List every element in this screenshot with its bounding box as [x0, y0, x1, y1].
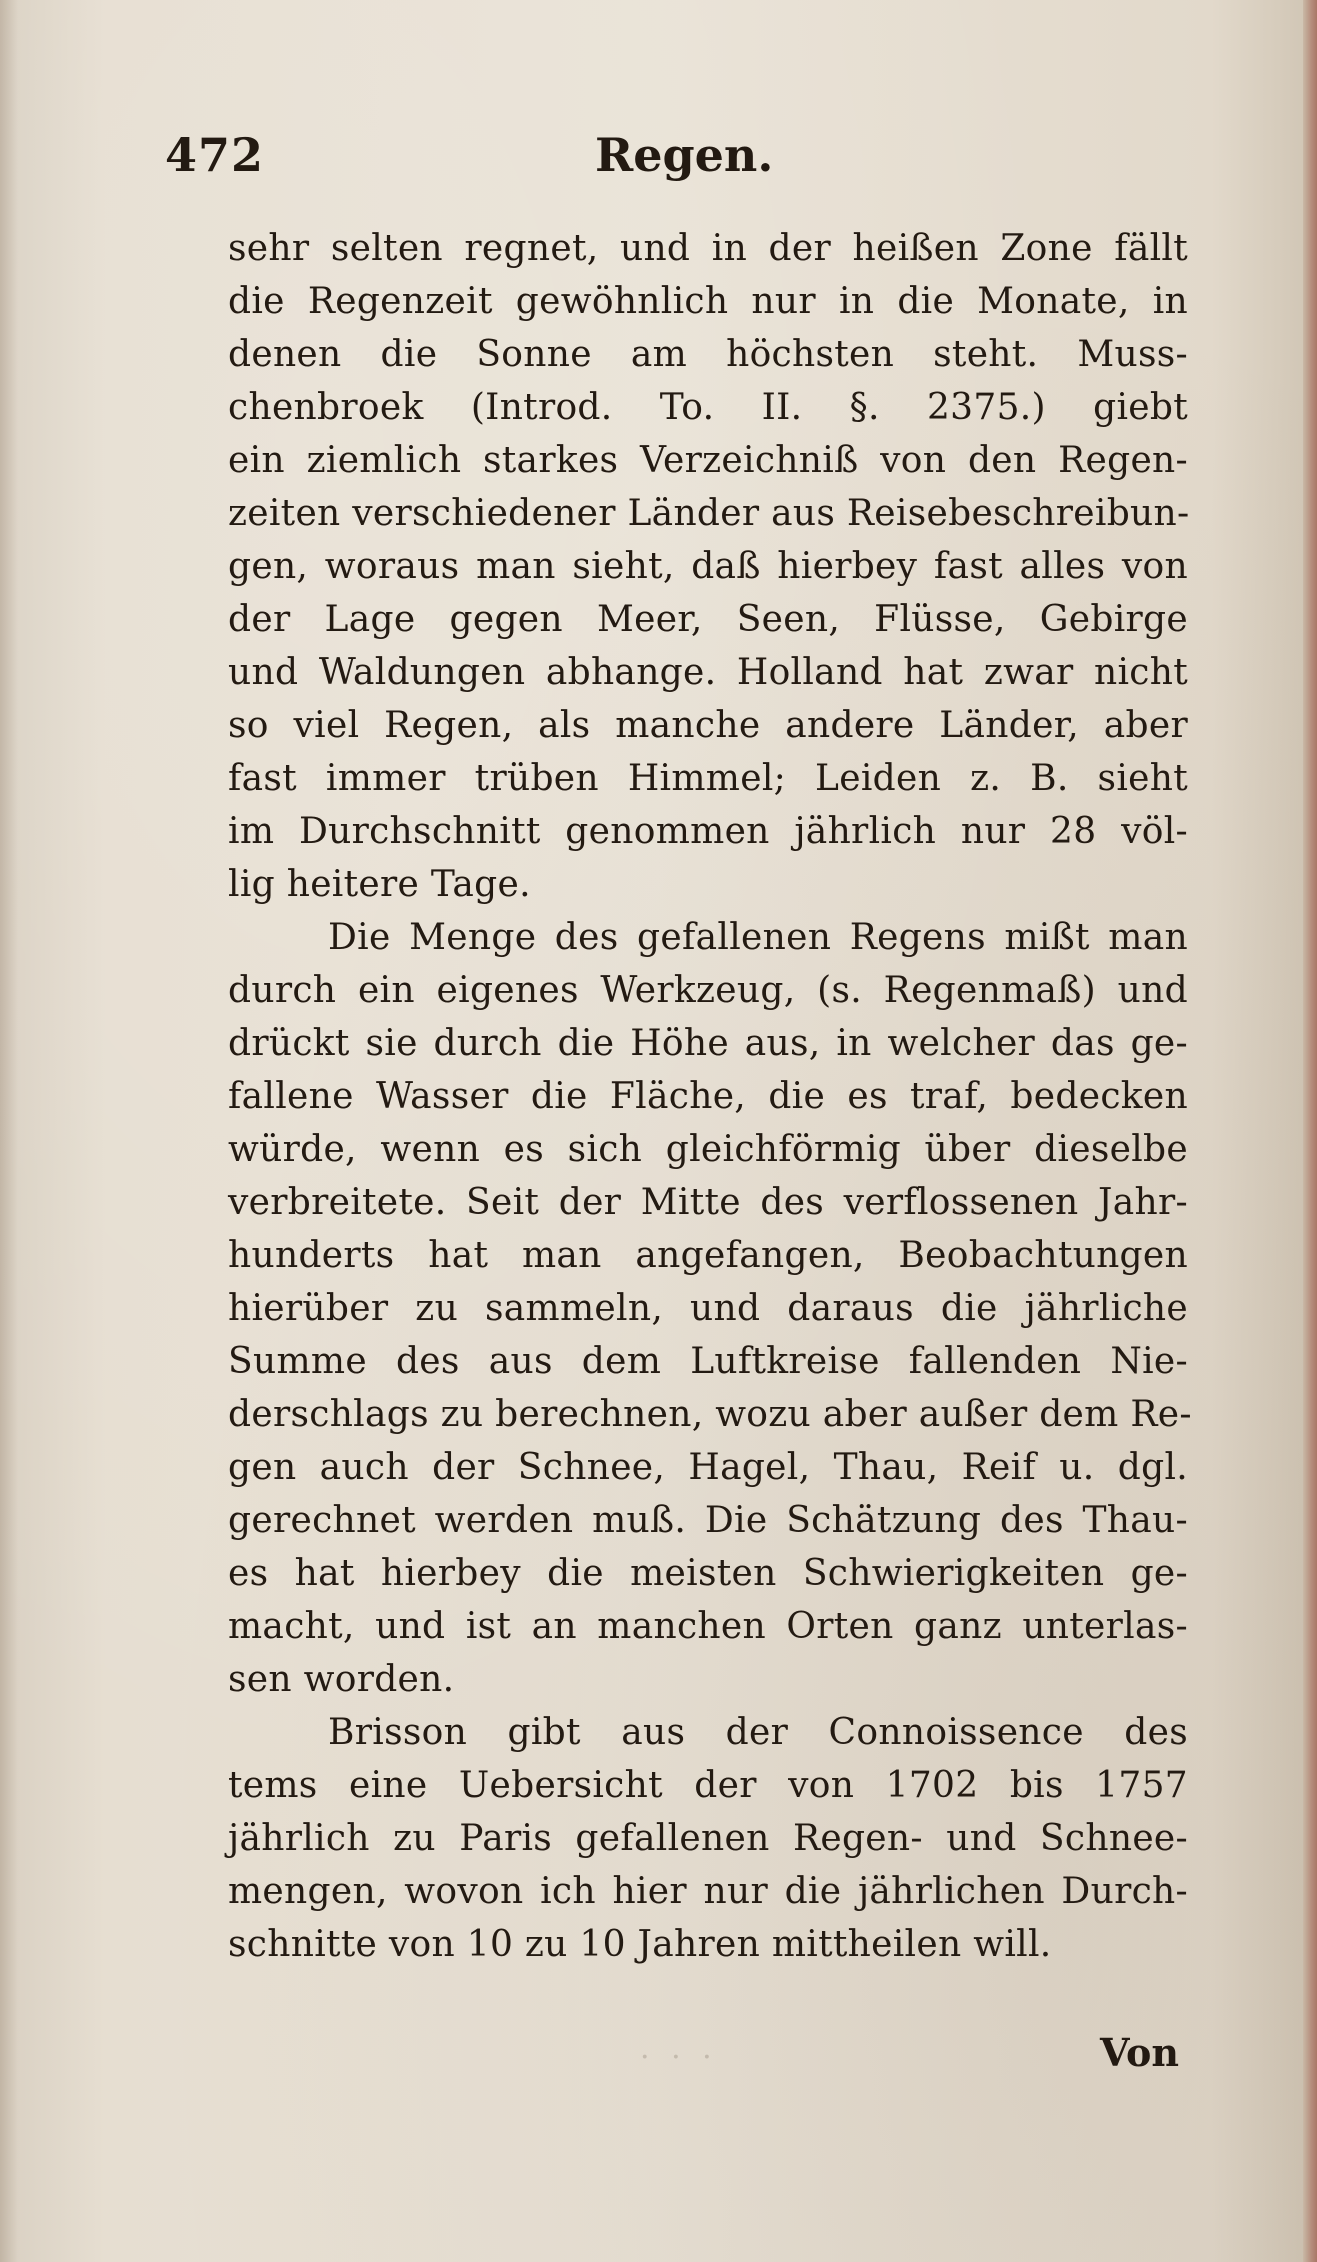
body-text	[228, 222, 1192, 1971]
text-line: sehr selten regnet, und in der heißen Zone fällt	[228, 228, 1188, 269]
text-line: zeiten verschiedener Länder aus Reisebeschreibun-	[228, 493, 1190, 534]
text-line: mengen, wovon ich hier nur die jährlichen Durch-	[228, 1871, 1188, 1912]
text-line: macht, und ist an manchen Orten ganz unterlas-	[228, 1606, 1188, 1647]
text-line: und Waldungen abhange. Holland hat zwar nicht	[228, 652, 1188, 693]
text-line: Summe des aus dem Luftkreise fallenden Nie-	[228, 1341, 1188, 1382]
text-line: der Lage gegen Meer, Seen, Flüsse, Gebirge	[228, 599, 1188, 640]
bleed-through-mark: · · ·	[640, 2040, 718, 2075]
page-gutter-shadow	[0, 0, 18, 2262]
text-line: sen worden.	[228, 1659, 455, 1700]
text-line: die Regenzeit gewöhnlich nur in die Monate, in	[228, 281, 1188, 322]
text-line: würde, wenn es sich gleichförmig über dieselbe	[228, 1129, 1188, 1170]
text-line: im Durchschnitt genommen jährlich nur 28 völ-	[228, 811, 1188, 852]
text-line: gerechnet werden muß. Die Schätzung des Thau-	[228, 1500, 1188, 1541]
text-line: durch ein eigenes Werkzeug, (s. Regenmaß) und	[228, 970, 1188, 1011]
text-line: jährlich zu Paris gefallenen Regen- und Schnee-	[228, 1818, 1188, 1859]
page-edge	[1303, 0, 1317, 2262]
text-line: es hat hierbey die meisten Schwierigkeiten ge-	[228, 1553, 1188, 1594]
text-line: so viel Regen, als manche andere Länder, aber	[228, 705, 1188, 746]
running-head: Regen.	[595, 128, 774, 182]
text-line: verbreitete. Seit der Mitte des verflossenen Jahr-	[228, 1182, 1188, 1223]
text-line: schnitte von 10 zu 10 Jahren mittheilen will.	[228, 1924, 1052, 1965]
text-line: gen auch der Schnee, Hagel, Thau, Reif u. dgl.	[228, 1447, 1188, 1488]
text-line: hunderts hat man angefangen, Beobachtungen	[228, 1235, 1188, 1276]
text-line: Die Menge des gefallenen Regens mißt man	[328, 917, 1188, 958]
text-line: gen, woraus man sieht, daß hierbey fast alles von	[228, 546, 1188, 587]
text-line: lig heitere Tage.	[228, 864, 531, 905]
text-line: drückt sie durch die Höhe aus, in welcher das ge-	[228, 1023, 1188, 1064]
catchword: Von	[1100, 2030, 1179, 2075]
text-line: Brisson gibt aus der Connoissence des	[328, 1712, 1188, 1753]
text-line: ein ziemlich starkes Verzeichniß von den Regen-	[228, 440, 1188, 481]
text-line: hierüber zu sammeln, und daraus die jährliche	[228, 1288, 1188, 1329]
page-header	[165, 128, 1185, 198]
page-number: 472	[165, 128, 265, 182]
text-line: fallene Wasser die Fläche, die es traf, bedecken	[228, 1076, 1188, 1117]
text-line: denen die Sonne am höchsten steht. Muss-	[228, 334, 1188, 375]
text-line: fast immer trüben Himmel; Leiden z. B. sieht	[228, 758, 1188, 799]
text-line: derschlags zu berechnen, wozu aber außer dem Re-	[228, 1394, 1192, 1435]
text-line: chenbroek (Introd. To. II. §. 2375.) giebt	[228, 387, 1188, 428]
text-line: tems eine Uebersicht der von 1702 bis 1757	[228, 1765, 1188, 1806]
